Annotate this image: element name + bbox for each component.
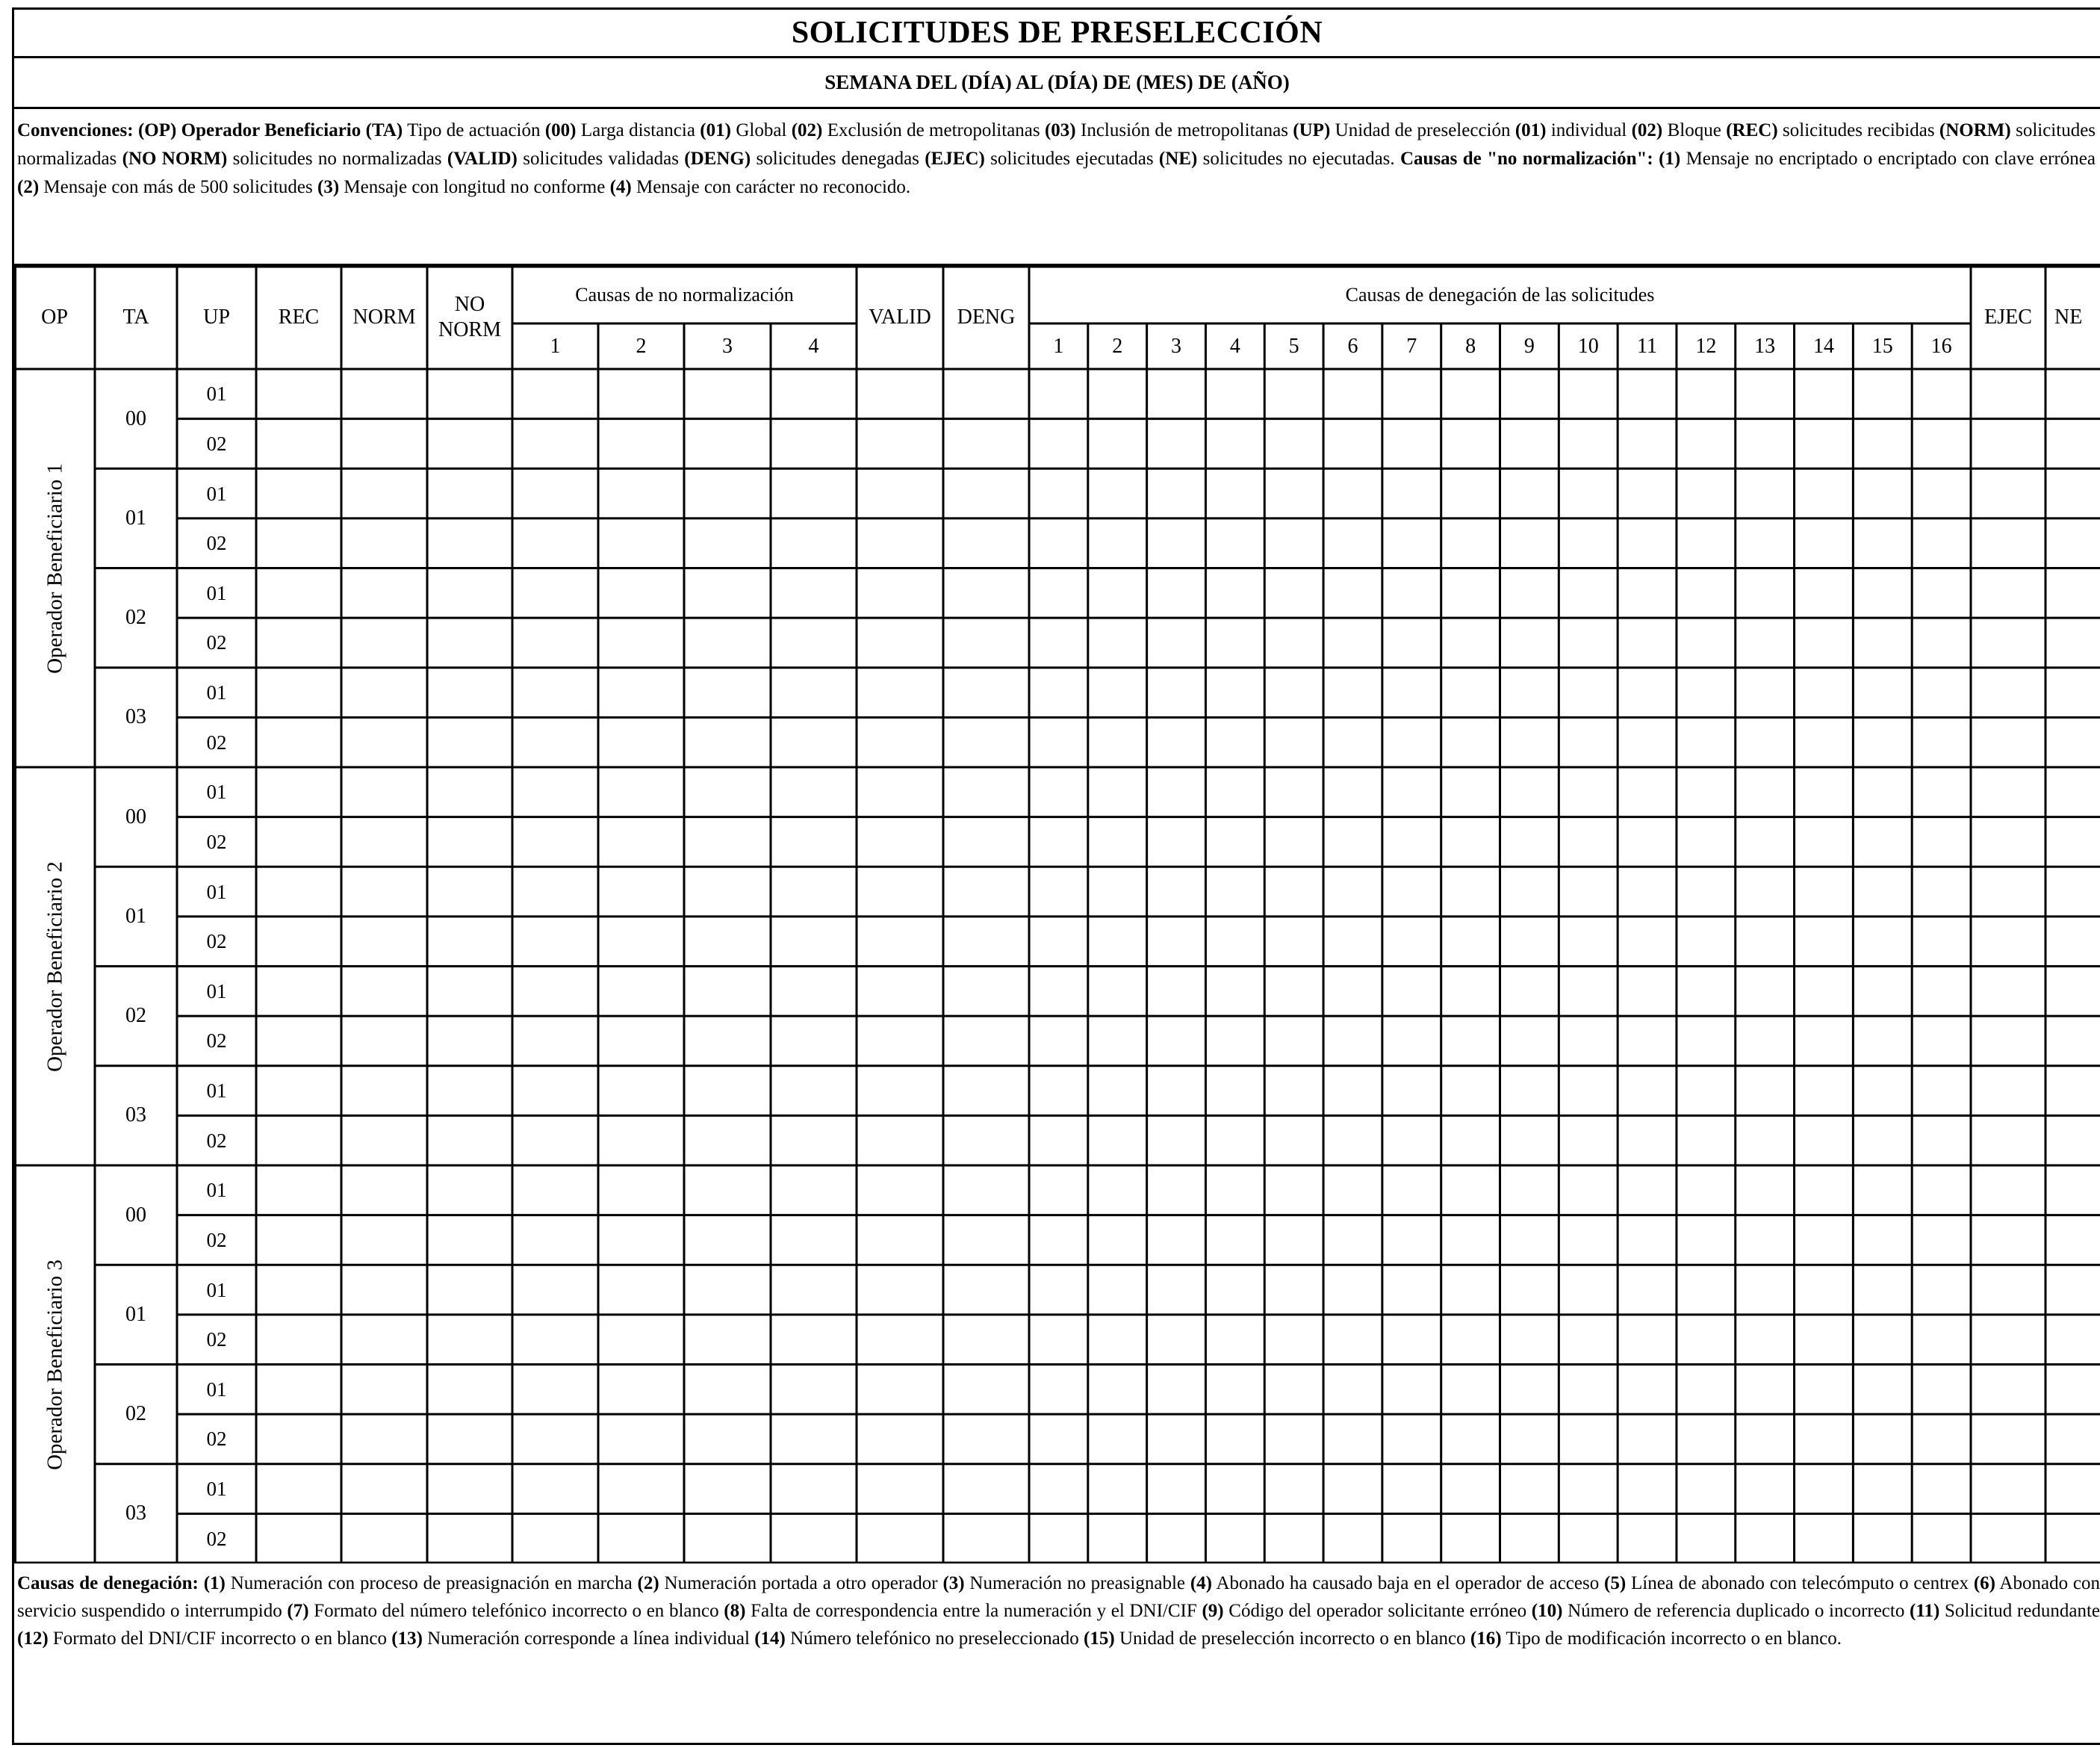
header-up: UP	[203, 306, 230, 329]
header-deng: DENG	[957, 306, 1016, 329]
up-code: 01	[206, 1478, 227, 1501]
operator-label: Operador Beneficiario 3	[42, 1259, 66, 1470]
legend-text: Unidad de preselección	[1330, 120, 1515, 140]
legend-text: Numeración portada a otro operador	[659, 1573, 943, 1593]
legend-key: (TA)	[365, 120, 403, 140]
up-code: 01	[206, 781, 227, 804]
legend-text: Formato del número telefónico incorrecto o en blanco	[308, 1601, 724, 1621]
up-code: 01	[206, 681, 227, 704]
denial-cause-number: 15	[1871, 334, 1893, 358]
denial-cause-number: 12	[1695, 334, 1717, 358]
up-code: 02	[206, 731, 227, 754]
up-code: 01	[206, 581, 227, 604]
ta-code: 03	[125, 1501, 146, 1525]
legend-text: solicitudes ejecutadas	[984, 149, 1159, 169]
denial-cause-number: 7	[1406, 334, 1417, 358]
legend-text: solicitudes normalizadas	[17, 120, 2096, 169]
conventions-text	[17, 120, 2096, 197]
legend-key: (5)	[1604, 1573, 1627, 1593]
header-valid: VALID	[869, 306, 931, 329]
legend-key: (DENG)	[684, 149, 751, 169]
denial-cause-number: 2	[1112, 334, 1123, 358]
legend-text: Bloque	[1662, 120, 1727, 140]
up-code: 02	[206, 1029, 227, 1053]
up-code: 02	[206, 1428, 227, 1451]
conventions-legend	[14, 109, 2100, 266]
denial-causes-legend	[14, 1563, 2100, 1743]
legend-key: (02)	[1631, 120, 1663, 140]
legend-text: Mensaje con más de 500 solicitudes	[39, 177, 317, 197]
denial-cause-number: 9	[1523, 334, 1535, 358]
legend-text: Abonado ha causado baja en el operador de acceso	[1211, 1573, 1605, 1593]
legend-text: Mensaje no encriptado o encriptado con clave errónea	[1680, 149, 2096, 169]
legend-key: (OP) Operador Beneficiario	[137, 120, 361, 140]
up-code: 01	[206, 482, 227, 505]
legend-key: (1)	[1659, 149, 1681, 169]
legend-key: (6)	[1973, 1573, 1995, 1593]
header-no-norm-causes: Causas de no normalización	[575, 283, 794, 306]
legend-text: solicitudes no ejecutadas.	[1197, 149, 1400, 169]
legend-text: Mensaje con longitud no conforme	[339, 177, 610, 197]
legend-key: (NORM)	[1939, 120, 2011, 140]
no-norm-cause-number: 2	[636, 334, 647, 358]
up-code: 02	[206, 1129, 227, 1152]
legend-text: Numeración corresponde a línea individual	[422, 1628, 755, 1649]
ta-code: 01	[125, 506, 146, 530]
legend-key: (2)	[637, 1573, 659, 1593]
legend-text: Inclusión de metropolitanas	[1075, 120, 1293, 140]
legend-key: (NE)	[1158, 149, 1198, 169]
legend-text: solicitudes validadas	[517, 149, 685, 169]
legend-text: Larga distancia	[576, 120, 700, 140]
page-title: SOLICITUDES DE PRESELECCIÓN	[791, 16, 1323, 50]
legend-text: solicitudes no normalizadas	[227, 149, 447, 169]
header-no-norm: NO NORM	[438, 293, 501, 341]
legend-text: Tipo de modificación incorrecto o en blanco.	[1501, 1628, 1842, 1649]
legend-key: (4)	[609, 177, 632, 197]
legend-key: (15)	[1084, 1628, 1115, 1649]
no-norm-cause-number: 4	[808, 334, 819, 358]
legend-text: individual	[1546, 120, 1632, 140]
legend-key: (8)	[724, 1601, 746, 1621]
header-rec: REC	[278, 306, 320, 329]
up-code: 01	[206, 382, 227, 406]
legend-text: Mensaje con carácter no reconocido.	[631, 177, 911, 197]
up-code: 01	[206, 880, 227, 903]
denial-cause-number: 1	[1053, 334, 1064, 358]
denial-causes-label: Causas de denegación:	[17, 1573, 199, 1593]
up-code: 01	[206, 1079, 227, 1103]
denial-cause-number: 3	[1171, 334, 1182, 358]
up-code: 02	[206, 631, 227, 654]
legend-text: Exclusión de metropolitanas	[822, 120, 1045, 140]
up-code: 01	[206, 979, 227, 1002]
legend-key: (01)	[700, 120, 731, 140]
ta-code: 00	[125, 1203, 146, 1227]
denial-cause-number: 8	[1465, 334, 1476, 358]
legend-text: Global	[730, 120, 792, 140]
subtitle-band	[14, 58, 2100, 109]
ta-code: 03	[125, 1103, 146, 1127]
header-ne: NE	[2054, 306, 2083, 329]
legend-key: (9)	[1202, 1601, 1224, 1621]
legend-key: (NO NORM)	[122, 149, 228, 169]
up-code: 01	[206, 1179, 227, 1202]
header-norm: NORM	[352, 306, 416, 329]
legend-key: (1)	[203, 1573, 226, 1593]
legend-text: solicitudes recibidas	[1777, 120, 1939, 140]
up-code: 02	[206, 432, 227, 455]
legend-key: (12)	[17, 1628, 49, 1649]
header-ta: TA	[122, 306, 149, 329]
up-code: 02	[206, 930, 227, 953]
ta-code: 00	[125, 805, 146, 828]
legend-key: (2)	[17, 177, 40, 197]
legend-text: solicitudes denegadas	[751, 149, 925, 169]
denial-cause-number: 13	[1754, 334, 1776, 358]
header-ejec: EJEC	[1984, 306, 2032, 329]
legend-text: Solicitud redundante	[1939, 1601, 2100, 1621]
legend-key: (UP)	[1293, 120, 1331, 140]
legend-text: Tipo de actuación	[403, 120, 545, 140]
up-code: 02	[206, 1228, 227, 1251]
legend-key: (4)	[1190, 1573, 1212, 1593]
conventions-label: Convenciones:	[17, 120, 134, 140]
preselection-table	[14, 266, 2100, 1563]
legend-key: (13)	[391, 1628, 423, 1649]
ta-code: 01	[125, 904, 146, 928]
title-band	[14, 10, 2100, 58]
table-grid-lines	[14, 266, 2100, 1563]
up-code: 02	[206, 532, 227, 555]
legend-text	[1653, 149, 1659, 169]
denial-cause-number: 16	[1930, 334, 1952, 358]
legend-key: (02)	[791, 120, 823, 140]
operator-label: Operador Beneficiario 1	[42, 462, 66, 674]
ta-code: 02	[125, 606, 146, 630]
denial-cause-number: 4	[1229, 334, 1240, 358]
legend-key: (3)	[317, 177, 340, 197]
legend-text: Número telefónico no preseleccionado	[785, 1628, 1084, 1649]
legend-key: (00)	[544, 120, 577, 140]
week-subtitle: SEMANA DEL (DÍA) AL (DÍA) DE (MES) DE (AÑO)	[824, 71, 1290, 93]
legend-text: Línea de abonado con telecómputo o centrex	[1626, 1573, 1974, 1593]
denial-cause-number: 10	[1577, 334, 1599, 358]
legend-key: (11)	[1910, 1601, 1940, 1621]
denial-causes-text	[17, 1573, 2100, 1649]
legend-text: Número de referencia duplicado o incorrecto	[1562, 1601, 1910, 1621]
legend-key: (14)	[754, 1628, 786, 1649]
form-sheet	[12, 7, 2100, 1745]
denial-cause-number: 5	[1288, 334, 1299, 358]
legend-key: (3)	[942, 1573, 965, 1593]
legend-text: Numeración con proceso de preasignación en marcha	[225, 1573, 638, 1593]
ta-code: 00	[125, 406, 146, 430]
legend-key: (REC)	[1726, 120, 1778, 140]
legend-key: (16)	[1470, 1628, 1502, 1649]
legend-key: (VALID)	[447, 149, 518, 169]
ta-code: 01	[125, 1302, 146, 1326]
legend-key: (03)	[1044, 120, 1076, 140]
operator-label: Operador Beneficiario 2	[42, 861, 66, 1072]
no-norm-cause-number: 3	[722, 334, 733, 358]
legend-text: Unidad de preselección incorrecto o en blanco	[1114, 1628, 1470, 1649]
header-denial-causes: Causas de denegación de las solicitudes	[1345, 283, 1655, 306]
ta-code: 03	[125, 705, 146, 729]
legend-key: Causas de "no normalización":	[1400, 149, 1653, 169]
denial-cause-number: 14	[1812, 334, 1834, 358]
up-code: 01	[206, 1278, 227, 1301]
legend-text: Formato del DNI/CIF incorrecto o en blanco	[48, 1628, 392, 1649]
denial-cause-number: 6	[1347, 334, 1358, 358]
legend-key: (10)	[1531, 1601, 1563, 1621]
legend-text: Numeración no preasignable	[964, 1573, 1190, 1593]
no-norm-cause-number: 1	[550, 334, 561, 358]
denial-cause-number: 11	[1637, 334, 1658, 358]
legend-key: (7)	[287, 1601, 309, 1621]
header-op: OP	[41, 306, 68, 329]
up-code: 02	[206, 1328, 227, 1351]
legend-text: Falta de correspondencia entre la numeración y el DNI/CIF	[745, 1601, 1202, 1621]
ta-code: 02	[125, 1402, 146, 1426]
legend-key: (EJEC)	[925, 149, 985, 169]
legend-key: (01)	[1515, 120, 1547, 140]
ta-code: 02	[125, 1004, 146, 1028]
up-code: 02	[206, 830, 227, 853]
legend-text: Abonado con servicio suspendido o interrumpido	[17, 1573, 2100, 1621]
up-code: 02	[206, 1527, 227, 1550]
up-code: 01	[206, 1377, 227, 1401]
legend-text: Código del operador solicitante erróneo	[1223, 1601, 1532, 1621]
